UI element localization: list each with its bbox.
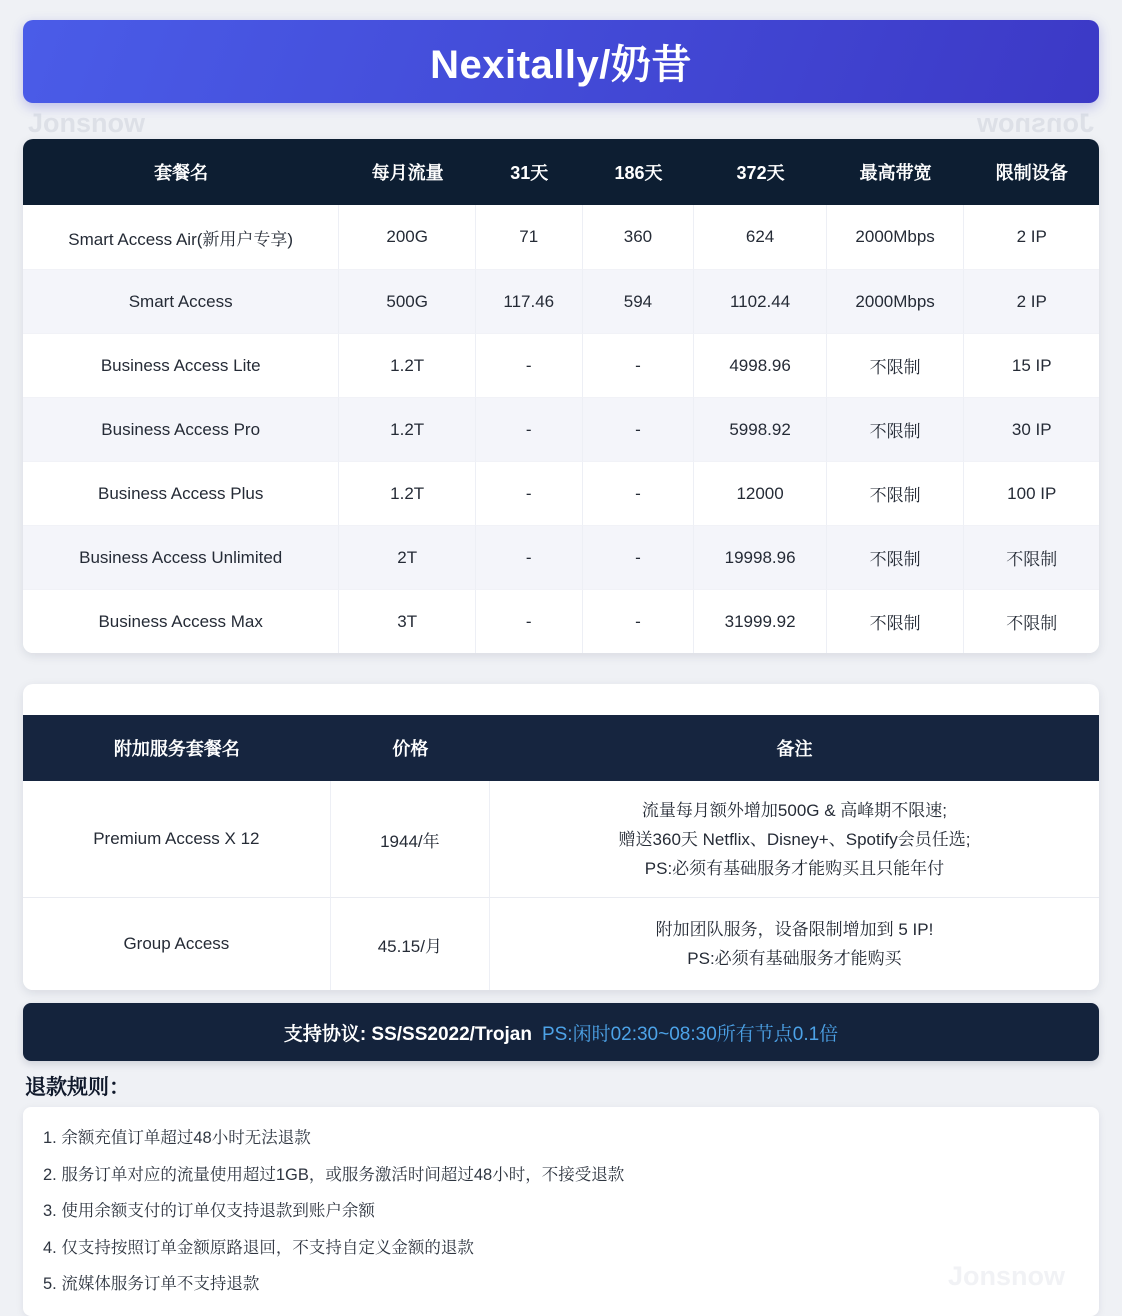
table-cell: Smart Access (23, 269, 339, 333)
table-cell: 31999.92 (694, 589, 826, 653)
table-row (23, 205, 1099, 269)
table-cell: Group Access (23, 897, 331, 990)
table-row (23, 781, 1099, 897)
table-cell: 500G (339, 269, 476, 333)
table-cell: Business Access Plus (23, 461, 339, 525)
table-cell: - (583, 461, 695, 525)
table-cell: 1944/年 (331, 781, 490, 897)
note-line: PS:必须有基础服务才能购买 (687, 949, 902, 968)
watermark-mirrored: Jonsnow (976, 108, 1094, 138)
note-line: 流量每月额外增加500G & 高峰期不限速; (641, 800, 948, 820)
note-line: 附加团队服务，设备限制增加到 5 IP! (655, 920, 934, 939)
table-cell: 不限制 (827, 525, 965, 589)
table-cell: Business Access Pro (23, 397, 339, 461)
table-cell: - (476, 333, 583, 397)
table-row (23, 333, 1099, 397)
note-line: 赠送360天 Netflix、Disney+、Spotify会员任选; (618, 829, 971, 849)
table-row (23, 897, 1099, 990)
table-cell: 1102.44 (694, 269, 826, 333)
table-cell: 1.2T (339, 397, 476, 461)
table-row (23, 461, 1099, 525)
table-cell: - (476, 589, 583, 653)
table-cell (490, 897, 1099, 990)
table-cell: 30 IP (964, 397, 1099, 461)
table-cell: 71 (476, 205, 583, 269)
table-cell: 不限制 (964, 525, 1099, 589)
table-cell: 不限制 (827, 461, 965, 525)
table-cell: 1.2T (339, 461, 476, 525)
pricing-table (23, 139, 1099, 653)
table-cell: - (583, 589, 695, 653)
addon-services-table (23, 715, 1099, 990)
table-cell (490, 781, 1099, 897)
table-cell: 5998.92 (694, 397, 826, 461)
table-cell: - (476, 397, 583, 461)
table-cell: 不限制 (964, 589, 1099, 653)
table-cell: Smart Access Air(新用户专享) (23, 205, 339, 269)
refund-rule: 5. 流媒体服务订单不支持退款 (43, 1275, 260, 1293)
refund-rule: 1. 余额充值订单超过48小时无法退款 (43, 1129, 311, 1147)
column-header: 套餐名 (23, 139, 339, 205)
table-cell: 2000Mbps (827, 205, 965, 269)
column-header: 附加服务套餐名 (23, 715, 331, 781)
table-cell: 不限制 (827, 589, 965, 653)
refund-rule: 3. 使用余额支付的订单仅支持退款到账户余额 (43, 1202, 375, 1220)
table-cell: Business Access Unlimited (23, 525, 339, 589)
table-cell: 3T (339, 589, 476, 653)
table-cell: 不限制 (827, 333, 965, 397)
table-cell: Business Access Lite (23, 333, 339, 397)
table-cell: 624 (694, 205, 826, 269)
table-cell: 15 IP (964, 333, 1099, 397)
table-cell: 2 IP (964, 205, 1099, 269)
table-cell: - (476, 461, 583, 525)
pricing-table-card (23, 139, 1099, 653)
table-cell: - (476, 525, 583, 589)
header-row (23, 139, 1099, 205)
watermark: Jonsnow (28, 108, 146, 138)
column-header: 每月流量 (339, 139, 476, 205)
table-cell: Premium Access X 12 (23, 781, 331, 897)
addon-table-card (23, 684, 1099, 990)
column-header: 372天 (694, 139, 826, 205)
column-header: 限制设备 (964, 139, 1099, 205)
column-header: 价格 (331, 715, 490, 781)
watermark: Jonsnow (947, 1260, 1065, 1291)
table-cell: 594 (583, 269, 695, 333)
refund-rule: 2. 服务订单对应的流量使用超过1GB，或服务激活时间超过48小时，不接受退款 (43, 1165, 625, 1184)
header-banner (23, 20, 1099, 103)
column-header: 31天 (476, 139, 583, 205)
table-cell: 12000 (694, 461, 826, 525)
table-cell: 1.2T (339, 333, 476, 397)
table-cell: Business Access Max (23, 589, 339, 653)
table-cell: 360 (583, 205, 695, 269)
table-cell: 117.46 (476, 269, 583, 333)
table-cell: 45.15/月 (331, 897, 490, 990)
table-cell: 2T (339, 525, 476, 589)
table-cell: 19998.96 (694, 525, 826, 589)
header-row (23, 715, 1099, 781)
column-header: 最高带宽 (827, 139, 965, 205)
table-row (23, 525, 1099, 589)
table-row (23, 397, 1099, 461)
table-cell: - (583, 397, 695, 461)
refund-rules-heading: 退款规则： (25, 1076, 130, 1099)
page-title: Nexitally/奶昔 (430, 43, 692, 87)
table-cell: 200G (339, 205, 476, 269)
refund-rules-card (23, 1107, 1099, 1316)
table-cell: 100 IP (964, 461, 1099, 525)
table-cell: 4998.96 (694, 333, 826, 397)
table-cell: - (583, 525, 695, 589)
column-header: 186天 (583, 139, 695, 205)
protocol-banner (23, 1003, 1099, 1061)
note-line: PS:必须有基础服务才能购买且只能年付 (644, 858, 945, 878)
protocol-ps-note: PS:闲时02:30~08:30所有节点0.1倍 (541, 1023, 839, 1045)
refund-rule: 4. 仅支持按照订单金额原路退回，不支持自定义金额的退款 (43, 1238, 474, 1257)
table-cell: - (583, 333, 695, 397)
table-row (23, 589, 1099, 653)
column-header: 备注 (490, 715, 1099, 781)
table-cell: 2 IP (964, 269, 1099, 333)
table-cell: 不限制 (827, 397, 965, 461)
protocol-label: 支持协议: SS/SS2022/Trojan (283, 1023, 532, 1045)
table-row (23, 269, 1099, 333)
table-cell: 2000Mbps (827, 269, 965, 333)
